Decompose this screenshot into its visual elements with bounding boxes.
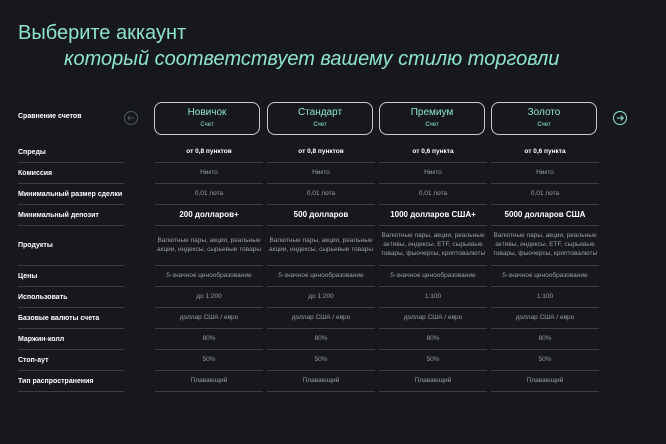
row-margin-call [0,329,666,350]
table-cell: от 0,8 пунктов [155,142,263,163]
account-card-novice[interactable] [154,102,260,135]
account-type: Счет [313,122,327,128]
table-cell: до 1:200 [267,287,375,308]
account-type: Счет [200,122,214,128]
table-cell: 5-значное ценообразование [155,266,263,287]
table-cell: Плавающий [379,371,487,392]
row-label: Спреды [18,142,124,163]
table-cell: доллар США / евро [267,308,375,329]
table-cell: 0,01 лота [267,184,375,205]
prev-button[interactable] [124,111,138,125]
table-cell: Плавающий [267,371,375,392]
table-cell: от 0,6 пункта [379,142,487,163]
table-cell: 1:100 [491,287,599,308]
table-cell: от 0,6 пункта [491,142,599,163]
page-title: Выберите аккаунт [18,22,187,44]
row-min-deposit [0,205,666,226]
account-name: Стандарт [297,107,343,118]
account-name: Золото [527,107,561,118]
row-pricing [0,266,666,287]
table-cell: до 1:200 [155,287,263,308]
table-cell: Никто [267,163,375,184]
row-label: Маржин-колл [18,329,124,350]
row-label: Тип распространения [18,371,124,392]
table-cell: 0,01 лота [155,184,263,205]
account-type: Счет [537,122,551,128]
row-label: Продукты [18,226,124,266]
table-cell: Никто [379,163,487,184]
account-card-premium[interactable] [379,102,485,135]
row-stop-out [0,350,666,371]
table-cell: Никто [155,163,263,184]
row-commission [0,163,666,184]
account-card-gold[interactable] [491,102,597,135]
table-cell: 1:100 [379,287,487,308]
table-cell: Валютные пары, акции, реальные активы, индексы, ETF, сырьевые товары, фьючерсы, криптовалюты [491,226,599,266]
comparison-label: Сравнение счетов [18,113,82,120]
table-cell: Валютные пары, акции, реальные акции, индексы, сырьевые товары [155,226,263,266]
row-products [0,226,666,266]
account-card-standard[interactable] [267,102,373,135]
table-cell: 0,01 лота [379,184,487,205]
row-label: Стоп-аут [18,350,124,371]
table-cell: 80% [491,329,599,350]
table-cell: 500 долларов [267,205,375,226]
account-name: Новичок [187,107,227,118]
page-subtitle: который соответствует вашему стилю торговли [64,48,560,70]
next-button[interactable] [613,111,627,125]
table-cell: 1000 долларов США+ [379,205,487,226]
row-min-trade-size [0,184,666,205]
table-cell: доллар США / евро [491,308,599,329]
row-label: Комиссия [18,163,124,184]
row-base-currencies [0,308,666,329]
table-cell: Плавающий [491,371,599,392]
row-spreads [0,142,666,163]
table-cell: 5-значное ценообразование [267,266,375,287]
table-cell: 80% [379,329,487,350]
table-cell: 50% [267,350,375,371]
table-cell: доллар США / евро [155,308,263,329]
arrow-right-icon [616,114,624,122]
row-label: Базовые валюты счета [18,308,124,329]
table-cell: 50% [379,350,487,371]
table-cell: 5-значное ценообразование [491,266,599,287]
table-cell: доллар США / евро [379,308,487,329]
table-cell: от 0,8 пунктов [267,142,375,163]
row-label: Цены [18,266,124,287]
table-cell: Валютные пары, акции, реальные акции, индексы, сырьевые товары [267,226,375,266]
row-spread-type [0,371,666,392]
table-cell: 5-значное ценообразование [379,266,487,287]
table-cell: 80% [267,329,375,350]
table-cell: 50% [155,350,263,371]
table-cell: Никто [491,163,599,184]
row-label: Минимальный размер сделки [18,184,124,205]
table-cell: 0,01 лота [491,184,599,205]
table-cell: 80% [155,329,263,350]
table-cell: 50% [491,350,599,371]
account-name: Премиум [410,107,454,118]
arrow-left-icon [127,114,135,122]
table-cell: 5000 долларов США [491,205,599,226]
row-label: Использовать [18,287,124,308]
row-label: Минимальный депозит [18,205,124,226]
table-cell: 200 долларов+ [155,205,263,226]
row-leverage [0,287,666,308]
table-cell: Валютные пары, акции, реальные активы, индексы, ETF, сырьевые товары, фьючерсы, криптовалюты [379,226,487,266]
account-type: Счет [425,122,439,128]
table-cell: Плавающий [155,371,263,392]
